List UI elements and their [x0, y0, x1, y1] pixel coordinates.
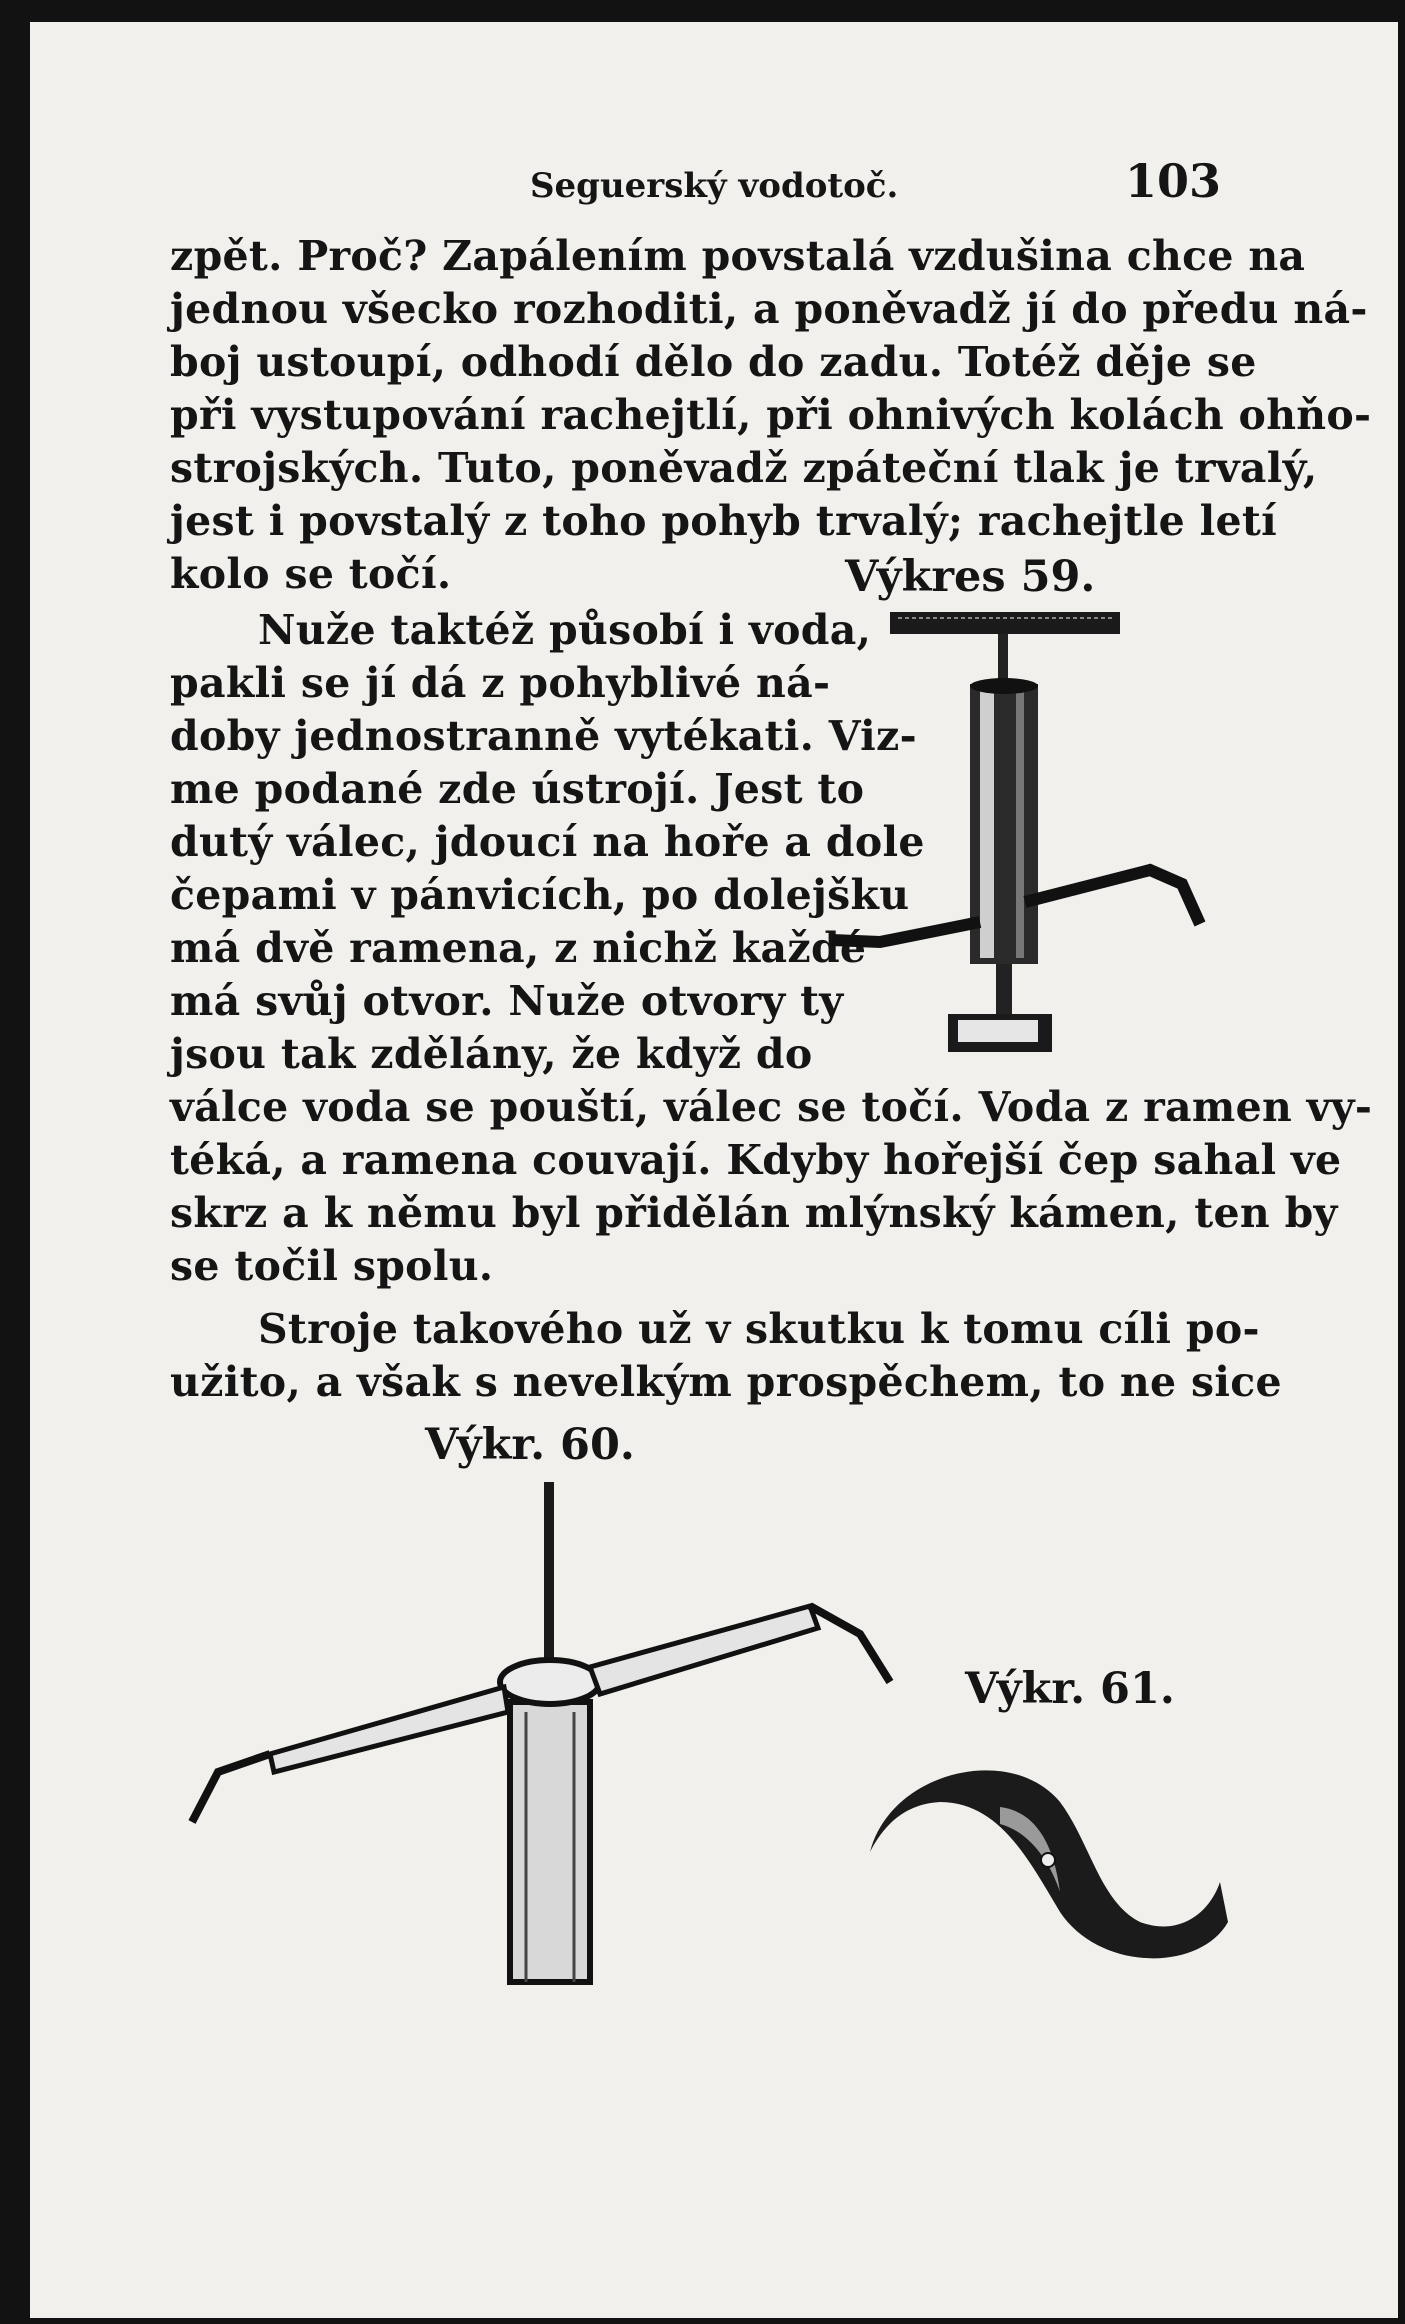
text-line: kolo se točí. — [170, 550, 452, 598]
figure-59-caption: Výkres 59. — [845, 552, 1096, 602]
text-line: skrz a k němu byl přidělán mlýnský kámen, ten by — [170, 1189, 1338, 1237]
page-number: 103 — [1125, 154, 1222, 208]
text-line: jednou všecko rozhoditi, a poněvadž jí do předu ná- — [170, 285, 1368, 333]
text-line: téká, a ramena couvají. Kdyby hořejší čep sahal ve — [170, 1136, 1342, 1184]
page-header — [30, 142, 1398, 208]
text-line: dutý válec, jdoucí na hoře a dole — [170, 818, 925, 866]
figure-60-illustration — [170, 1482, 910, 2002]
book-page — [30, 22, 1398, 2318]
text-line: Stroje takového už v skutku k tomu cíli po- — [258, 1305, 1260, 1353]
text-line: čepami v pánvicích, po dolejšku — [170, 871, 910, 919]
text-line: se točil spolu. — [170, 1242, 494, 1290]
text-line: Nuže taktéž působí i voda, — [258, 606, 872, 654]
text-line: doby jednostranně vytékati. Viz- — [170, 712, 917, 760]
text-line: jsou tak zdělány, že když do — [170, 1030, 813, 1078]
text-line: jest i povstalý z toho pohyb trvalý; rachejtle letí — [170, 497, 1277, 545]
text-line: strojských. Tuto, poněvadž zpáteční tlak je trvalý, — [170, 444, 1318, 492]
text-line: zpět. Proč? Zapálením povstalá vzdušina chce na — [170, 232, 1306, 280]
figure-60-caption: Výkr. 60. — [425, 1420, 635, 1470]
text-line: válce voda se pouští, válec se točí. Voda z ramen vy- — [170, 1083, 1373, 1131]
running-title: Seguerský vodotoč. — [530, 166, 899, 206]
figure-61-illustration — [850, 1732, 1250, 1972]
text-line: boj ustoupí, odhodí dělo do zadu. Totéž děje se — [170, 338, 1257, 386]
text-line: při vystupování rachejtlí, při ohnivých kolách ohňo- — [170, 391, 1372, 439]
figure-59-illustration — [820, 602, 1240, 1082]
text-line: má svůj otvor. Nuže otvory ty — [170, 977, 844, 1025]
text-line: me podané zde ústrojí. Jest to — [170, 765, 865, 813]
text-line: užito, a však s nevelkým prospěchem, to ne sice — [170, 1358, 1282, 1406]
text-line: má dvě ramena, z nichž každé — [170, 924, 867, 972]
text-line: pakli se jí dá z pohyblivé ná- — [170, 659, 831, 707]
figure-61-caption: Výkr. 61. — [965, 1664, 1175, 1714]
